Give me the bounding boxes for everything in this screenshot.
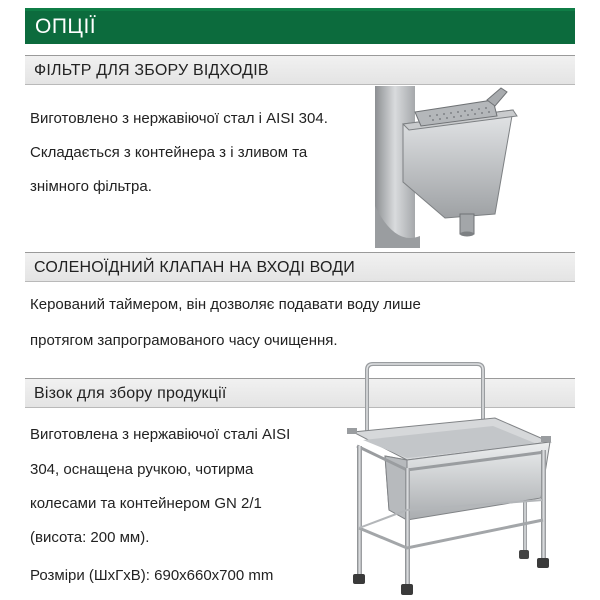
collection-trolley-photo: [345, 360, 555, 598]
section-text-line: Виготовлена з нержавіючої сталі AISI: [30, 426, 291, 443]
section-text-line: (висота: 200 мм).: [30, 529, 150, 546]
section-heading: Візок для збору продукції: [34, 385, 227, 402]
section-text-line: 304, оснащена ручкою, чотирма: [30, 461, 254, 478]
section-header-solenoid-valve: [25, 252, 575, 282]
section-text-line: Керований таймером, він дозволяє подавати воду лише: [30, 296, 421, 313]
section-text-line: Виготовлено з нержавіючої стал і AISI 304.: [30, 110, 328, 127]
section-text-line: колесами та контейнером GN 2/1: [30, 495, 262, 512]
section-text-line: Розміри (ШхГхВ): 690х660х700 mm: [30, 567, 274, 584]
section-text-line: протягом запрограмованого часу очищення.: [30, 332, 338, 349]
section-heading: ФІЛЬТР ДЛЯ ЗБОРУ ВІДХОДІВ: [34, 62, 269, 79]
title-bar: [25, 8, 575, 44]
page-title: ОПЦІЇ: [35, 15, 97, 38]
section-text-line: Складається з контейнера з і зливом та: [30, 144, 308, 161]
section-header-waste-filter: [25, 55, 575, 85]
section-heading: СОЛЕНОЇДНИЙ КЛАПАН НА ВХОДІ ВОДИ: [34, 259, 355, 276]
waste-filter-photo: [375, 86, 520, 248]
section-text-line: знімного фільтра.: [30, 178, 152, 195]
